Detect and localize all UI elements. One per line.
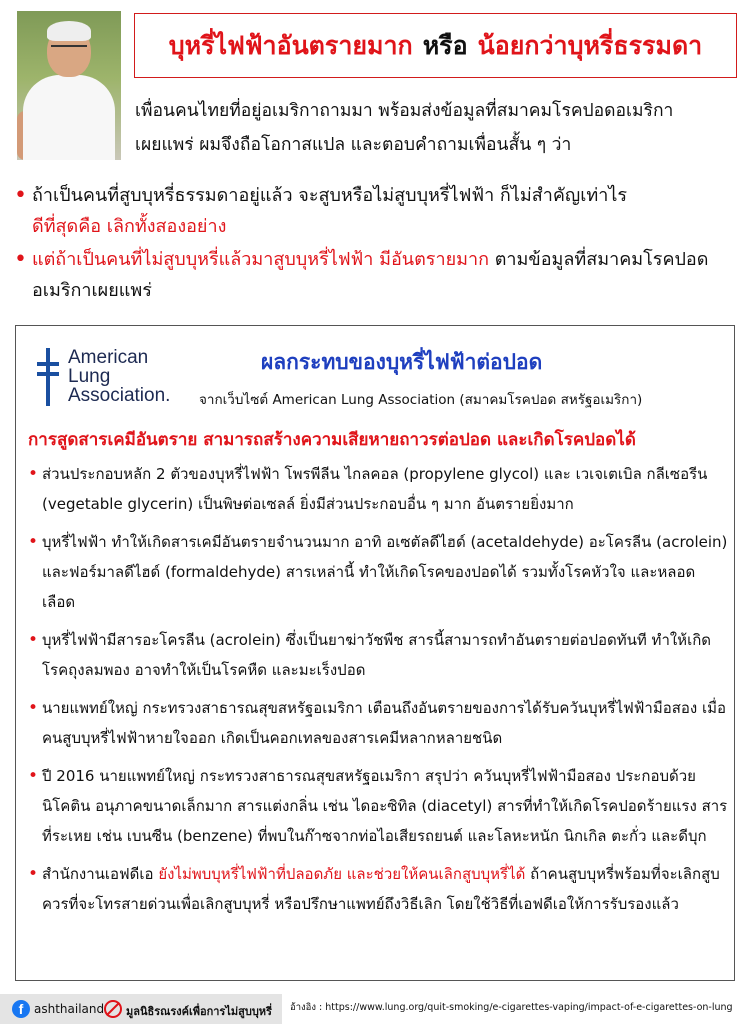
lung-cross-bar-top (37, 362, 59, 366)
list-item-text: นายแพทย์ใหญ่ กระทรวงสาธารณสุขสหรัฐอเมริกา เตือนถึงอันตรายของการได้รับควันบุหรี่ไฟฟ้ามือสอง เมื่อคนสูบบุหรี่ไฟฟ้าหายใจออก เกิดเป็นคอกเทลของสารเคมีหลากหลายชนิด (42, 699, 726, 747)
headline-part1: บุหรี่ไฟฟ้าอันตรายมาก (168, 30, 413, 60)
bullet-rest: ตามข้อมูลที่สมาคมโรคปอดอเมริกาเผยแพร่ (32, 249, 709, 301)
list-item-tail: ถ้าคนสูบบุหรี่พร้อมที่จะเลิกสูบ ควรที่จะโทรสายด่วนเพื่อเลิกสูบบุหรี่ หรือปรึกษาแพทย์ถึงวิธีเลิก โดยใช้วิธีที่เอฟดีเอให้การรับรองแล้ว (42, 865, 720, 913)
list-item (28, 459, 728, 519)
intro-line-1: เพื่อนคนไทยที่อยู่อเมริกาถามมา พร้อมส่งข้อมูลที่สมาคมโรคปอดอเมริกา (135, 101, 674, 121)
facebook-icon[interactable]: f (12, 1000, 30, 1018)
list-item-text: ปี 2016 นายแพทย์ใหญ่ กระทรวงสาธารณสุขสหรัฐอเมริกา สรุปว่า ควันบุหรี่ไฟฟ้ามือสอง ประกอบด้วย นิโคติน อนุภาคขนาดเล็กมาก สารแต่งกลิ่น เช่น ไดอะซิทิล (diacetyl) สารที่ทำให้เกิดโรคปอดร้ายแรง สารที่ระเหย เช่น เบนซีน (benzene) ที่พบในก๊าซจากท่อไอเสียรถยนต์ และโลหะหนัก นิกเกิล ตะกั่ว และดีบุก (42, 767, 728, 845)
lung-cross-icon (46, 348, 50, 406)
box-title: ผลกระทบของบุหรี่ไฟฟ้าต่อปอด (261, 350, 543, 374)
list-item (28, 859, 728, 919)
list-item-text: บุหรี่ไฟฟ้ามีสารอะโครลีน (acrolein) ซึ่งเป็นยาฆ่าวัชพืช สารนี้สามารถทำอันตรายต่อปอดทันที ทำให้เกิดโรคถุงลมพอง อาจทำให้เป็นโรคหืด และมะเร็งปอด (42, 631, 712, 679)
bullet-highlight: แต่ถ้าเป็นคนที่ไม่สูบบุหรี่แล้วมาสูบบุหรี่ไฟฟ้า มีอันตรายมาก (32, 249, 489, 270)
footer-brand-bar (0, 994, 282, 1024)
list-item-highlight: ยังไม่พบบุหรี่ไฟฟ้าที่ปลอดภัย และช่วยให้คนเลิกสูบบุหรี่ได้ (158, 865, 526, 883)
summary-bullet (14, 244, 744, 306)
list-item-text: ส่วนประกอบหลัก 2 ตัวของบุหรี่ไฟฟ้า โพรพีลีน ไกลคอล (propylene glycol) และ เวเจเตเบิล กลีเซอรีน (vegetable glycerin) เป็นพิษต่อเซลล์ ยิ่งมีส่วนประกอบอื่น ๆ มาก อันตรายยิ่งมาก (42, 465, 708, 513)
box-subtitle: จากเว็บไซต์ American Lung Association (สมาคมโรคปอด สหรัฐอเมริกา) (199, 392, 643, 408)
reference-link[interactable]: อ้างอิง : https://www.lung.org/quit-smoking/e-cigarettes-vaping/impact-of-e-cigarettes-on-lung (290, 1002, 733, 1013)
list-item (28, 761, 728, 851)
list-item-text: สำนักงานเอฟดีเอ (42, 865, 159, 883)
intro-text (135, 94, 745, 162)
organization-name: มูลนิธิรณรงค์เพื่อการไม่สูบบุหรี่ (126, 1005, 272, 1018)
photo-hair (47, 21, 91, 41)
list-item (28, 625, 728, 685)
facebook-page-name[interactable]: ashthailand (34, 1002, 105, 1016)
photo-glasses (51, 45, 87, 51)
no-smoking-icon (104, 1000, 122, 1018)
lung-cross-bar-bottom (37, 372, 59, 376)
info-box (15, 325, 735, 981)
box-heading: การสูดสารเคมีอันตราย สามารถสร้างความเสียหายถาวรต่อปอด และเกิดโรคปอดได้ (28, 430, 636, 450)
list-item-text: บุหรี่ไฟฟ้า ทำให้เกิดสารเคมีอันตรายจำนวนมาก อาทิ อเซตัลดีไฮด์ (acetaldehyde) อะโครลีน (acrolein) และฟอร์มาลดีไฮด์ (formaldehyde) สารเหล่านี้ ทำให้เกิดโรคของปอดได้ รวมทั้งโรคหัวใจ และหลอดเลือด (42, 533, 728, 611)
headline-part2: น้อยกว่าบุหรี่ธรรมดา (477, 30, 703, 60)
bullet-text: ถ้าเป็นคนที่สูบบุหรี่ธรรมดาอยู่แล้ว จะสูบหรือไม่สูบบุหรี่ไฟฟ้า ก็ไม่สำคัญเท่าไร (32, 185, 628, 206)
logo-wordmark: American Lung Association. (68, 347, 171, 406)
headline-box (134, 13, 737, 78)
list-item (28, 527, 728, 617)
bullet-highlight: ดีที่สุดคือ เลิกทั้งสองอย่าง (32, 216, 227, 237)
headline-connector: หรือ (422, 30, 468, 60)
footer (0, 994, 754, 1024)
author-photo (17, 11, 121, 160)
intro-line-2: เผยแพร่ ผมจึงถือโอกาสแปล และตอบคำถามเพื่อนสั้น ๆ ว่า (135, 135, 572, 155)
photo-shirt (23, 75, 115, 160)
summary-bullet (14, 180, 744, 242)
list-item (28, 693, 728, 753)
summary-bullets (14, 180, 744, 308)
effects-list (28, 459, 728, 927)
american-lung-association-logo (34, 348, 189, 410)
